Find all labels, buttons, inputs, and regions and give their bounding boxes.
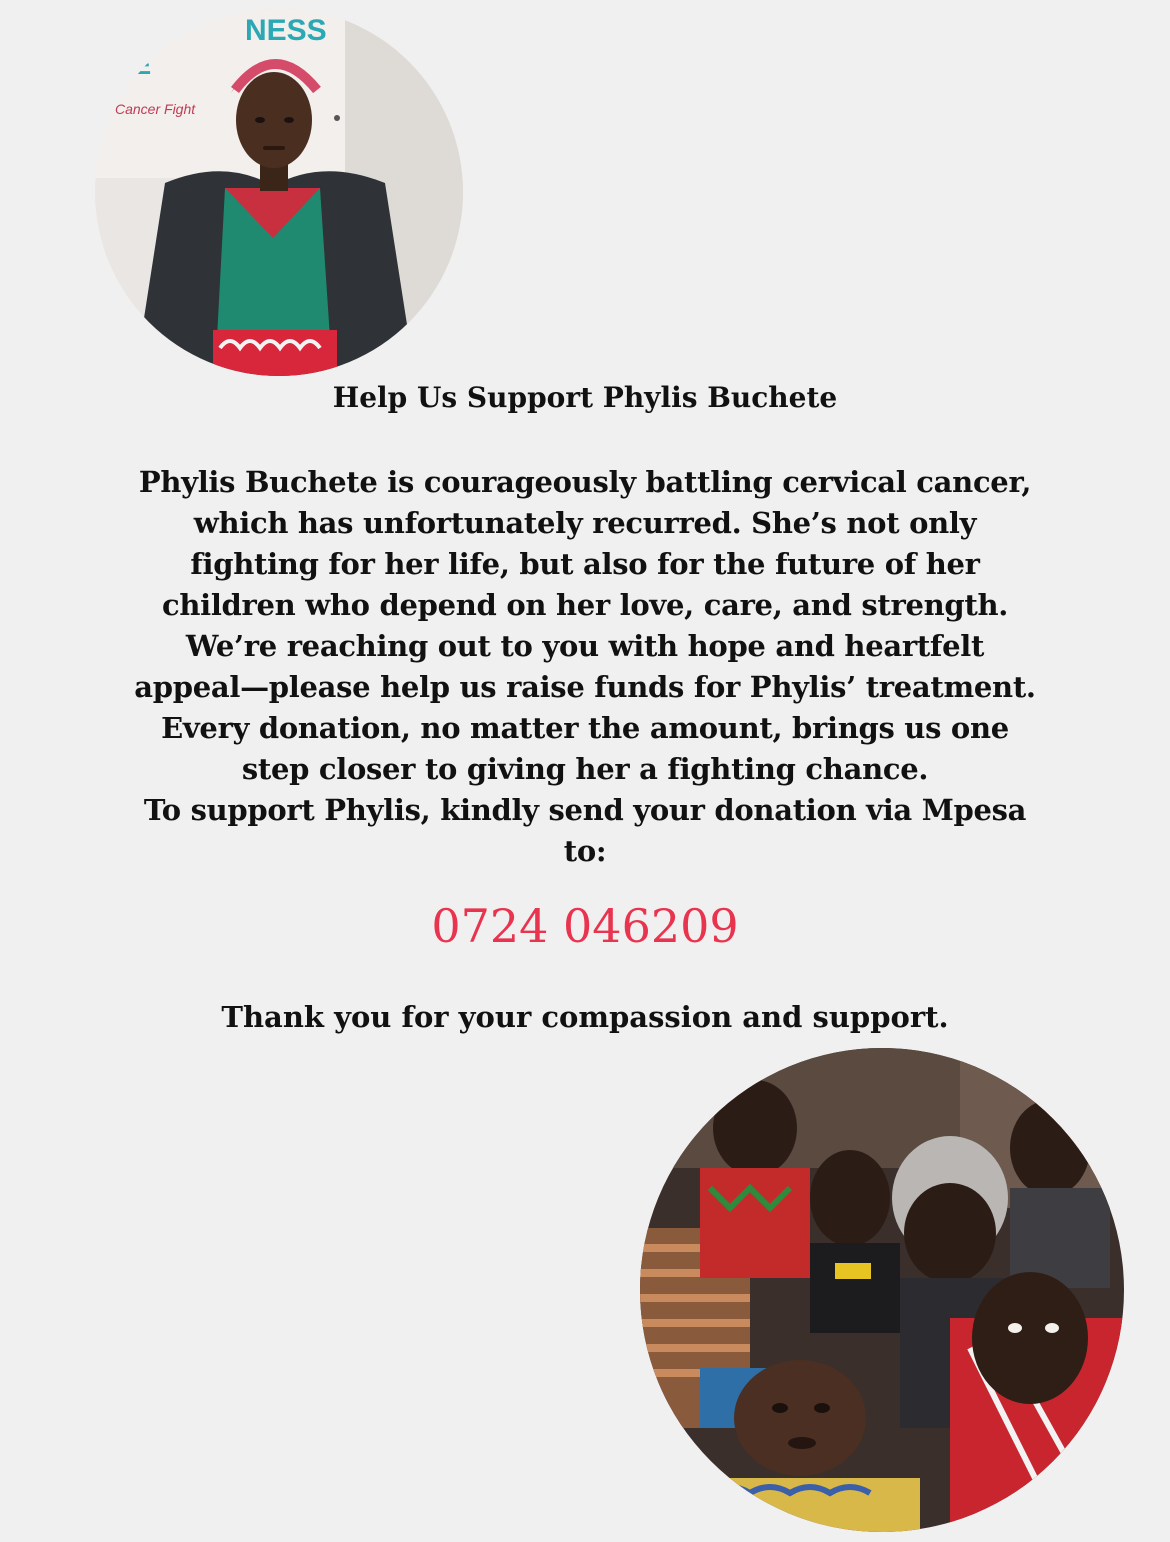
- thank-you-text: Thank you for your compassion and support.: [221, 1000, 949, 1034]
- sign-text: CE: [115, 50, 152, 80]
- sign-text: Cancer Fight: [115, 101, 196, 117]
- mpesa-phone-number[interactable]: 0724 046209: [431, 899, 739, 953]
- page-title: Help Us Support Phylis Buchete: [332, 381, 838, 414]
- portrait-photo: [95, 8, 463, 376]
- appeal-line: To support Phylis, kindly send your donation via Mpesa: [143, 793, 1027, 827]
- appeal-line: to:: [563, 834, 607, 868]
- appeal-line: fighting for her life, but also for the future of her: [190, 547, 980, 581]
- appeal-line: children who depend on her love, care, and strength.: [161, 588, 1009, 622]
- appeal-line: Every donation, no matter the amount, brings us one: [161, 711, 1009, 745]
- appeal-text: [60, 462, 1110, 872]
- appeal-line: appeal—please help us raise funds for Phylis’ treatment.: [134, 670, 1036, 704]
- appeal-line: step closer to giving her a fighting chance.: [241, 752, 929, 786]
- sign-text: NESS: [245, 14, 327, 47]
- family-photo: [640, 1048, 1124, 1532]
- appeal-line: We’re reaching out to you with hope and heartfelt: [185, 629, 985, 663]
- appeal-line: which has unfortunately recurred. She’s not only: [193, 506, 977, 540]
- appeal-line: Phylis Buchete is courageously battling cervical cancer,: [138, 465, 1032, 499]
